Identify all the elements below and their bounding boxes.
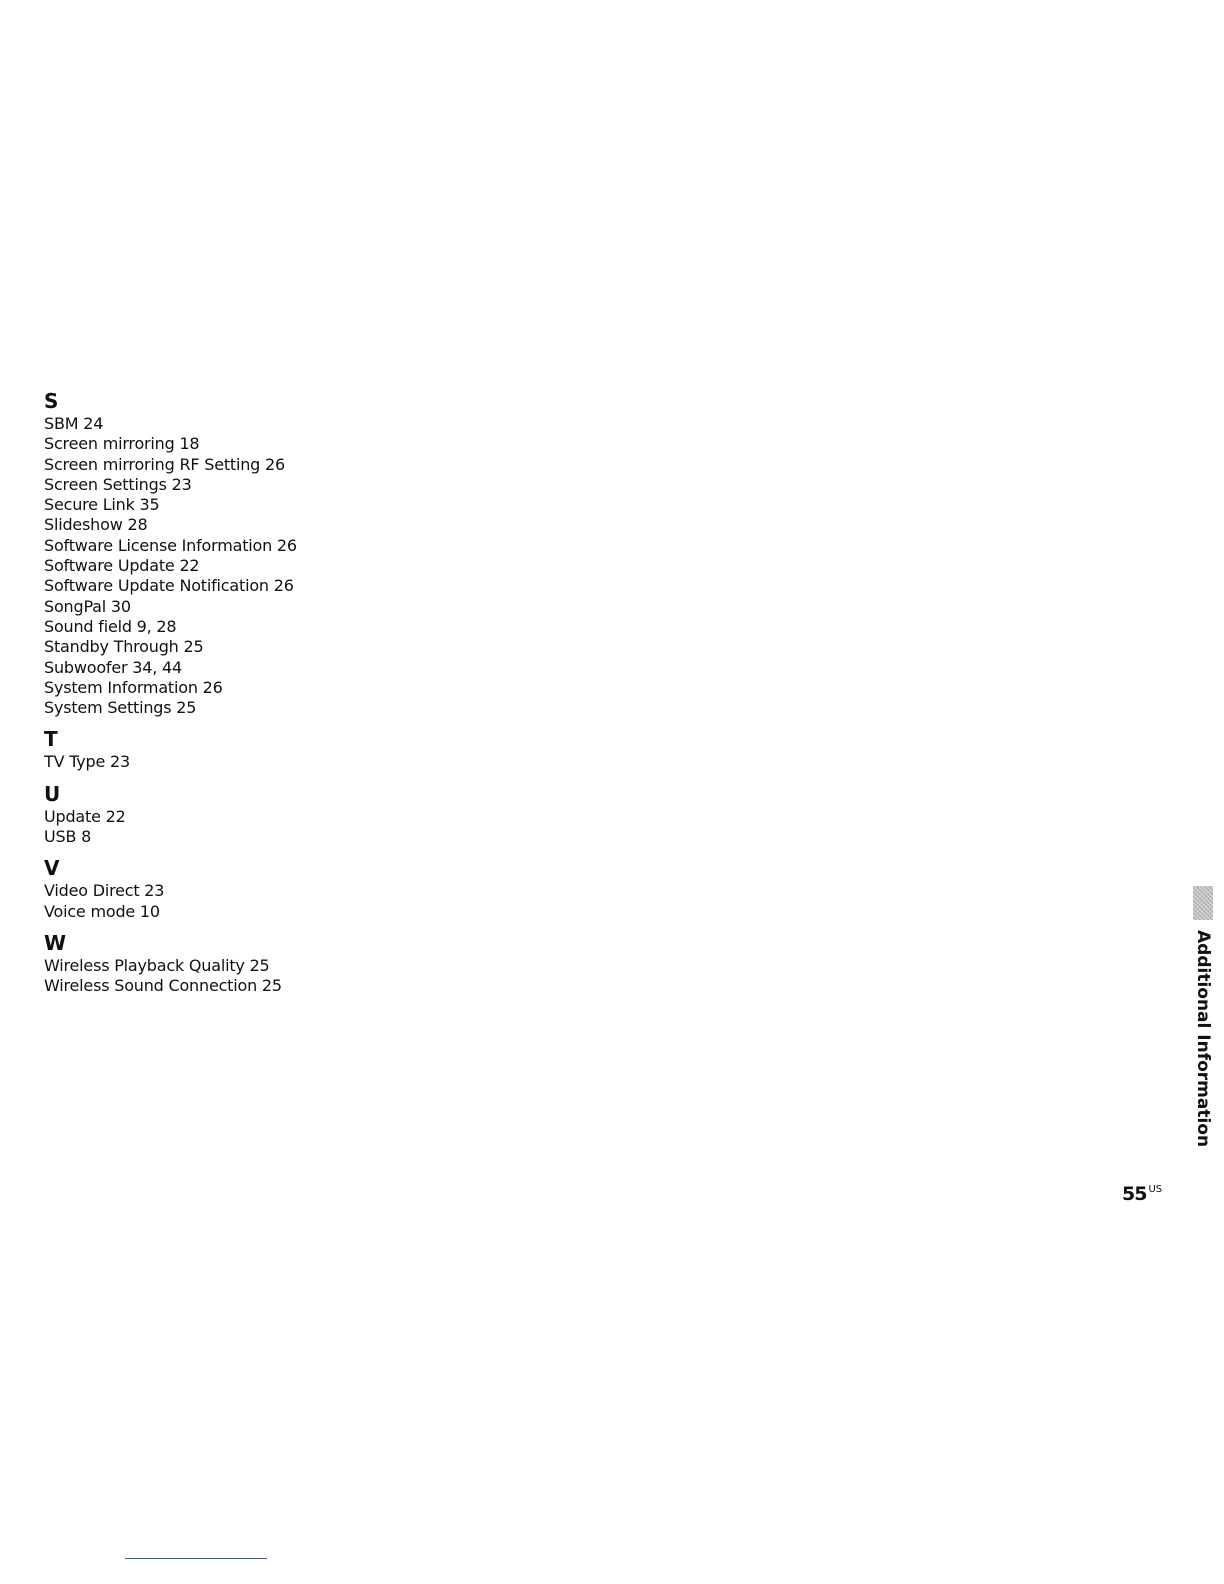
index-entry: Screen Settings 23 — [44, 474, 192, 494]
page-number-value: 55 — [1122, 1183, 1147, 1205]
page-number-suffix: US — [1148, 1184, 1163, 1195]
index-entry: System Settings 25 — [44, 698, 197, 718]
index-entry: Secure Link 35 — [44, 495, 160, 515]
index-entry: USB 8 — [44, 827, 92, 847]
index-entry: Software Update Notification 26 — [44, 576, 294, 596]
index-entry: TV Type 23 — [44, 752, 131, 772]
index-entry: Sound field 9, 28 — [44, 616, 177, 636]
index-entry: Software License Information 26 — [44, 535, 297, 555]
index-section-u — [44, 781, 384, 848]
bottom-divider — [125, 1558, 267, 1559]
index-entry: Voice mode 10 — [44, 901, 160, 921]
section-letter: S — [44, 389, 59, 413]
index-entry: Video Direct 23 — [44, 881, 165, 901]
index-entry: Wireless Sound Connection 25 — [44, 976, 282, 996]
section-tab-label: Additional Information — [1193, 930, 1213, 1148]
index-entry: SBM 24 — [44, 414, 104, 433]
index-section-t — [44, 726, 384, 772]
section-tab-marker — [1193, 886, 1213, 920]
section-letter: U — [44, 781, 61, 806]
index-entry: Subwoofer 34, 44 — [44, 657, 182, 677]
page-number — [1122, 1183, 1162, 1205]
section-letter: W — [44, 930, 67, 955]
index-entry: System Information 26 — [44, 677, 223, 697]
index-entry: Slideshow 28 — [44, 515, 148, 535]
index-entry: Standby Through 25 — [44, 637, 204, 657]
index-entry: SongPal 30 — [44, 596, 131, 616]
section-letter: V — [44, 856, 60, 881]
index-entry: Update 22 — [44, 806, 126, 826]
index-entry: Screen mirroring RF Setting 26 — [44, 454, 285, 474]
index-section-v — [44, 855, 384, 922]
index-column — [44, 388, 384, 1005]
index-entry: Software Update 22 — [44, 556, 200, 576]
index-section-w — [44, 930, 384, 997]
index-entry: Screen mirroring 18 — [44, 434, 200, 454]
index-entry: Wireless Playback Quality 25 — [44, 955, 270, 975]
index-section-s — [44, 388, 384, 718]
section-letter: T — [44, 727, 58, 752]
